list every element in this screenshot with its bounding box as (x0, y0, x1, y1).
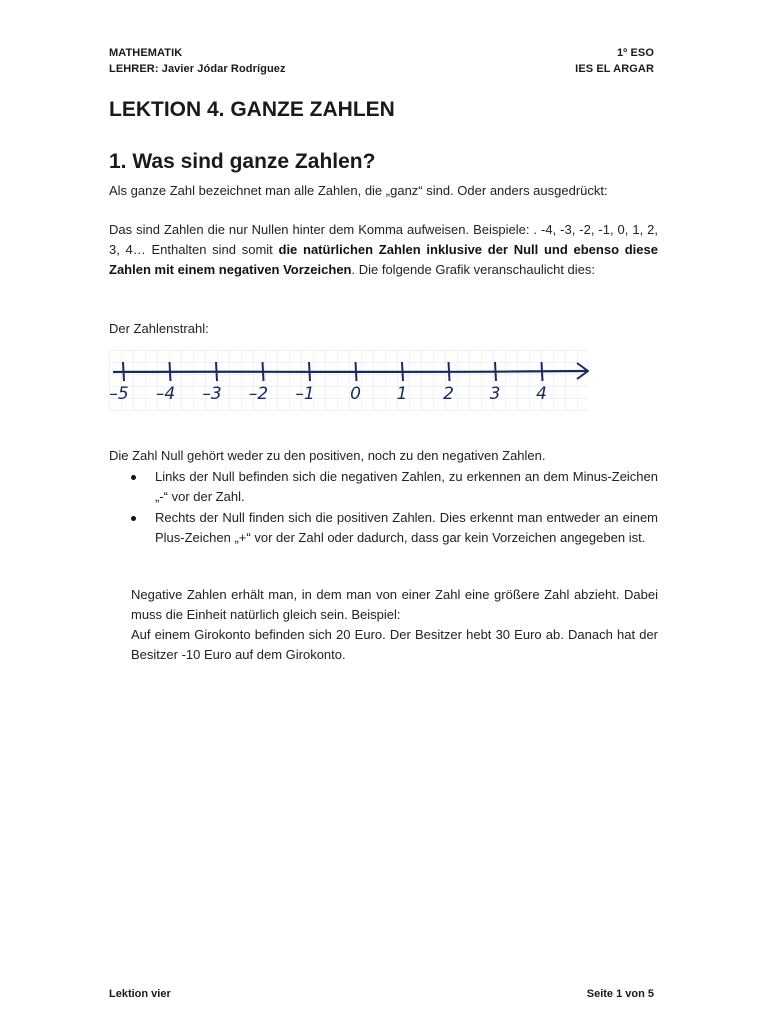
number-line-label: 1 (396, 384, 408, 404)
bullet-item-negative (109, 467, 658, 507)
number-line-tick (495, 362, 496, 381)
bullet-dot-icon (131, 516, 136, 521)
number-line-axis (113, 371, 587, 372)
negative-explanation: Negative Zahlen erhält man, in dem man von einer Zahl eine größere Zahl abzieht. Dabei muss die Einheit natürlich gleich sein. Beispiel: (131, 587, 658, 622)
number-line-tick (542, 362, 543, 381)
footer-left: Lektion vier (109, 988, 171, 1000)
number-line-label: 3 (489, 384, 501, 404)
section-title: 1. Was sind ganze Zahlen? (109, 150, 376, 173)
number-line-label: –1 (295, 384, 315, 404)
number-line-tick (170, 362, 171, 381)
negative-numbers-paragraph (131, 585, 658, 665)
bullet-list (109, 467, 658, 549)
number-line-figure (109, 350, 589, 412)
number-line-label: 4 (536, 384, 547, 404)
desc-text-2: . Die folgende Grafik veranschaulicht dies: (351, 262, 596, 277)
desc-bold-text: die natürlichen Zahlen inklusive der Null und ebenso diese Zahlen mit einem negativen Vorzeichen (109, 242, 658, 277)
number-line-tick (402, 362, 403, 381)
number-line-label: 0 (350, 384, 361, 404)
number-line-label: –2 (248, 384, 269, 404)
bullet-text: Rechts der Null finden sich die positiven Zahlen. Dies erkennt man entweder an einem Plus-Zeichen „+“ vor der Zahl oder dadurch, dass gar kein Vorzeichen angegeben ist. (155, 510, 658, 545)
intro-paragraph: Als ganze Zahl bezeichnet man alle Zahlen, die „ganz“ sind. Oder anders ausgedrückt: (109, 183, 608, 198)
description-paragraph (109, 220, 658, 280)
number-line-tick (216, 362, 217, 381)
number-line-tick (356, 362, 357, 381)
number-line-label: –5 (109, 384, 129, 404)
number-line-tick (309, 362, 310, 381)
number-line-tick (263, 362, 264, 381)
zero-statement: Die Zahl Null gehört weder zu den positiven, noch zu den negativen Zahlen. (109, 448, 546, 463)
bullet-dot-icon (131, 475, 136, 480)
number-line-label: –3 (202, 384, 222, 404)
bullet-item-positive (109, 508, 658, 548)
grade-label: 1º ESO (616, 47, 654, 59)
header-left (109, 45, 286, 77)
number-line-label: 2 (443, 384, 454, 404)
girokonto-example: Auf einem Girokonto befinden sich 20 Euro. Der Besitzer hebt 30 Euro ab. Danach hat der Besitzer -10 Euro auf dem Girokonto. (131, 627, 658, 662)
teacher-label: LEHRER: Javier Jódar Rodríguez (109, 63, 286, 75)
subject-label: MATHEMATIK (109, 47, 183, 59)
number-line-label: –4 (155, 384, 176, 404)
number-line-label: Der Zahlenstrahl: (109, 321, 209, 336)
header-right (575, 45, 654, 77)
desc-text-1: Das sind Zahlen die nur Nullen hinter dem Komma aufweisen. Beispiele: . -4, -3, -2, -1, 0, 1, 2, 3, 4… Enthalten sind somit (109, 222, 658, 257)
lesson-title: LEKTION 4. GANZE ZAHLEN (109, 98, 395, 121)
footer-right: Seite 1 von 5 (586, 988, 654, 1000)
number-line-tick (449, 362, 450, 381)
school-label: IES EL ARGAR (575, 63, 654, 75)
number-line-tick (123, 362, 124, 381)
bullet-text: Links der Null befinden sich die negativen Zahlen, zu erkennen an dem Minus-Zeichen „-“ vor der Zahl. (155, 469, 658, 504)
